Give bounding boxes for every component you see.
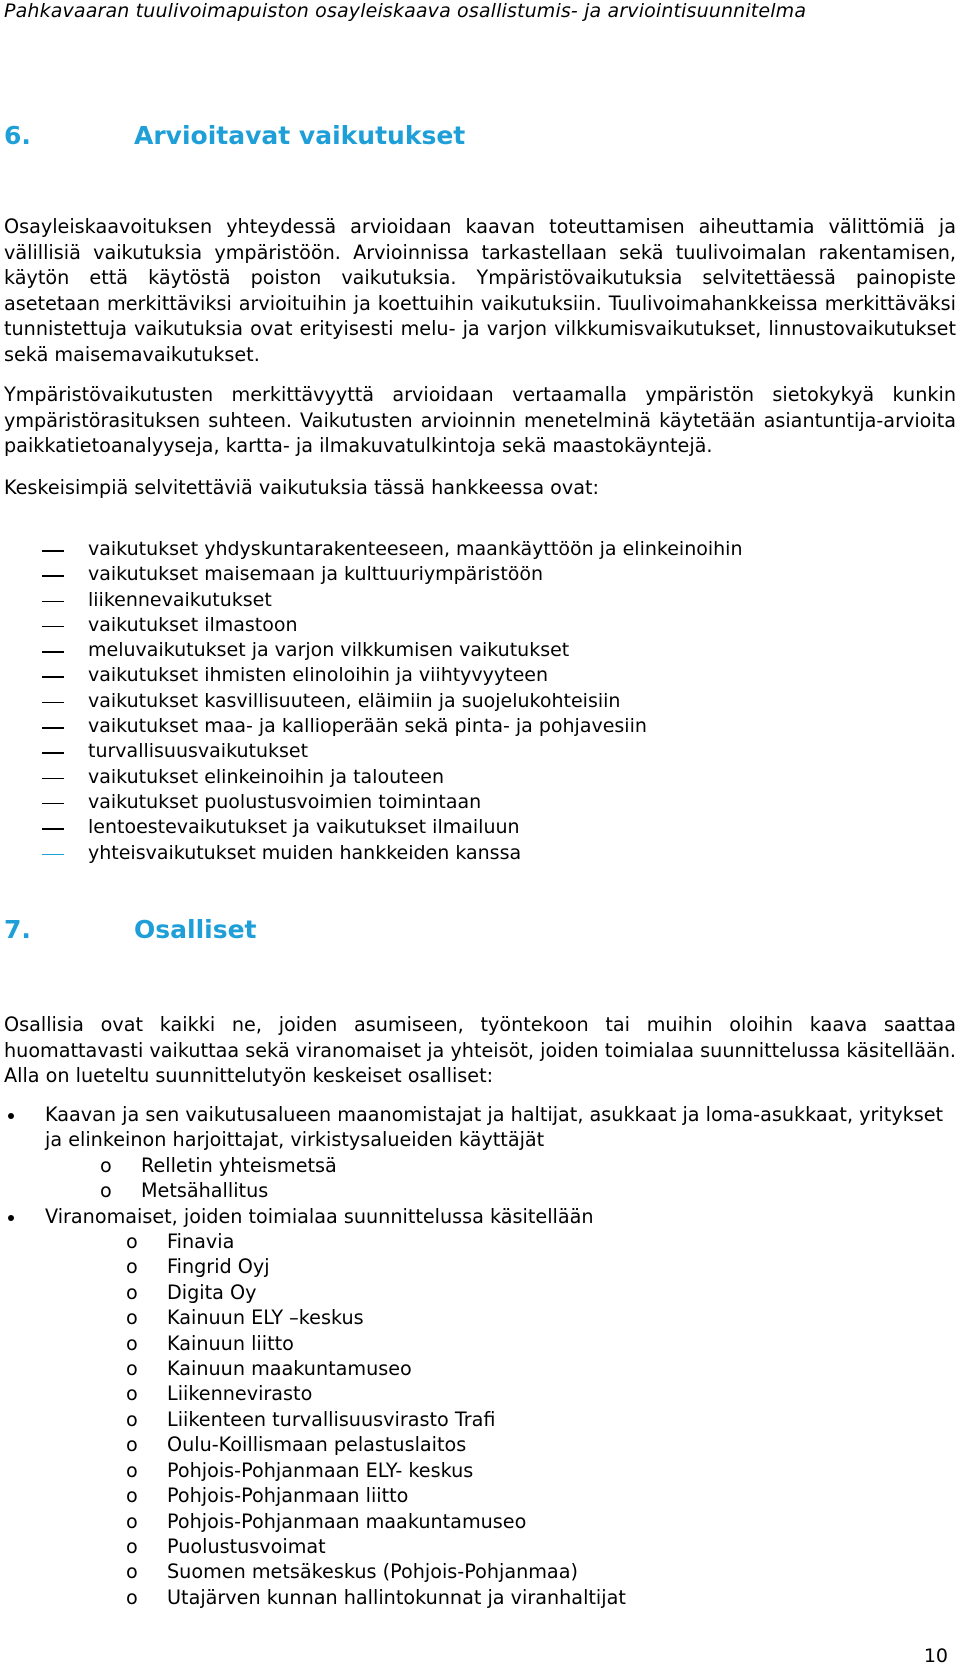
section-7-title: Osalliset: [134, 915, 257, 944]
authority-item: o Pohjois-Pohjanmaan liitto: [45, 1483, 956, 1508]
stakeholder-group: [4, 1102, 956, 1204]
authority-item: o Pohjois-Pohjanmaan ELY- keskus: [45, 1458, 956, 1483]
authority-item: o Kainuun liitto: [45, 1331, 956, 1356]
section-7-number: 7.: [4, 915, 31, 944]
authority-item: o Puolustusvoimat: [45, 1534, 956, 1559]
authority-item: o Kainuun maakuntamuseo: [45, 1356, 956, 1381]
impact-list: [4, 537, 743, 866]
authority-item: o Digita Oy: [45, 1280, 956, 1305]
authority-item: o Suomen metsäkeskus (Pohjois-Pohjanmaa): [45, 1559, 956, 1584]
running-header: Pahkavaaran tuulivoimapuiston osayleiskaava osallistumis- ja arviointisuunnitelma: [4, 0, 807, 22]
impact-list-item: vaikutukset maisemaan ja kulttuuriympäristöön: [4, 562, 743, 587]
authority-item: o Liikenteen turvallisuusvirasto Trafi: [45, 1407, 956, 1432]
authority-item: o Pohjois-Pohjanmaan maakuntamuseo: [45, 1509, 956, 1534]
impact-list-item: vaikutukset elinkeinoihin ja talouteen: [4, 765, 743, 790]
impact-list-item: meluvaikutukset ja varjon vilkkumisen vaikutukset: [4, 638, 743, 663]
section-7-heading: [4, 915, 257, 945]
impact-list-item: yhteisvaikutukset muiden hankkeiden kanssa: [4, 841, 743, 866]
impact-list-item: liikennevaikutukset: [4, 588, 743, 613]
impact-list-item: turvallisuusvaikutukset: [4, 739, 743, 764]
section-6-assessment-paragraph: Ympäristövaikutusten merkittävyyttä arvioidaan vertaamalla ympäristön sietokykyä kunkin ympäristörasituksen suhteen. Vaikutusten arvioinnin menetelminä käytetään asiantuntija-arvioita paikkatietoanalyyseja, kartta- ja ilmakuvatulkintoja sekä maastokäyntejä.: [4, 383, 956, 457]
impact-list-item: vaikutukset kasvillisuuteen, eläimiin ja suojelukohteisiin: [4, 689, 743, 714]
page-number: 10: [923, 1645, 948, 1667]
section-6-list-intro: Keskeisimpiä selvitettäviä vaikutuksia tässä hankkeessa ovat:: [4, 476, 600, 499]
stakeholder-item: o Relletin yhteismetsä: [45, 1153, 956, 1178]
impact-list-item: vaikutukset ilmastoon: [4, 613, 743, 638]
stakeholder-list: [4, 1102, 956, 1610]
authority-item: o Utajärven kunnan hallintokunnat ja viranhaltijat: [45, 1585, 956, 1610]
authority-item: o Kainuun ELY –keskus: [45, 1305, 956, 1330]
authority-item: o Finavia: [45, 1229, 956, 1254]
section-6-title: Arvioitavat vaikutukset: [134, 121, 466, 150]
section-7-intro-paragraph: Osallisia ovat kaikki ne, joiden asumiseen, työntekoon tai muihin oloihin kaava saattaa huomattavasti vaikuttaa sekä viranomaiset ja yhteisöt, joiden toimialaa suunnittelussa käsitellään. Alla on lueteltu suunnittelutyön keskeiset osalliset:: [4, 1013, 956, 1087]
stakeholder-group: [4, 1204, 956, 1611]
section-6-number: 6.: [4, 121, 31, 150]
authority-item: o Oulu-Koillismaan pelastuslaitos: [45, 1432, 956, 1457]
authority-sublist: [45, 1229, 956, 1610]
stakeholder-group-label: Viranomaiset, joiden toimialaa suunnittelussa käsitellään: [45, 1204, 594, 1228]
authority-item: o Liikennevirasto: [45, 1381, 956, 1406]
stakeholder-item: o Metsähallitus: [45, 1178, 956, 1203]
authority-item: o Fingrid Oyj: [45, 1254, 956, 1279]
impact-list-item: vaikutukset maa- ja kallioperään sekä pinta- ja pohjavesiin: [4, 714, 743, 739]
section-6-heading: [4, 121, 465, 151]
impact-list-item: vaikutukset ihmisten elinoloihin ja viihtyvyyteen: [4, 663, 743, 688]
impact-list-item: vaikutukset puolustusvoimien toimintaan: [4, 790, 743, 815]
impact-list-item: lentoestevaikutukset ja vaikutukset ilmailuun: [4, 815, 743, 840]
stakeholder-sublist: [45, 1153, 956, 1204]
impact-list-item: vaikutukset yhdyskuntarakenteeseen, maankäyttöön ja elinkeinoihin: [4, 537, 743, 562]
stakeholder-group-label: Kaavan ja sen vaikutusalueen maanomistajat ja haltijat, asukkaat ja loma-asukkaat, yritykset ja elinkeinon harjoittajat, virkistysalueiden käyttäjät: [45, 1103, 944, 1152]
section-6-intro-paragraph: Osayleiskaavoituksen yhteydessä arvioidaan kaavan toteuttamisen aiheuttamia välittömiä ja välillisiä vaikutuksia ympäristöön. Arvioinnissa tarkastellaan sekä tuulivoimalan rakentamisen, käytön että käytöstä poiston vaikutuksia. Ympäristövaikutuksia selvitettäessä painopiste asetetaan merkittäviksi arvioituihin ja koettuihin vaikutuksiin. Tuulivoimahankkeissa merkittäväksi tunnistettuja vaikutuksia ovat erityisesti melu- ja varjon vilkkumisvaikutukset, linnustovaikutukset sekä maisemavaikutukset.: [4, 215, 956, 366]
